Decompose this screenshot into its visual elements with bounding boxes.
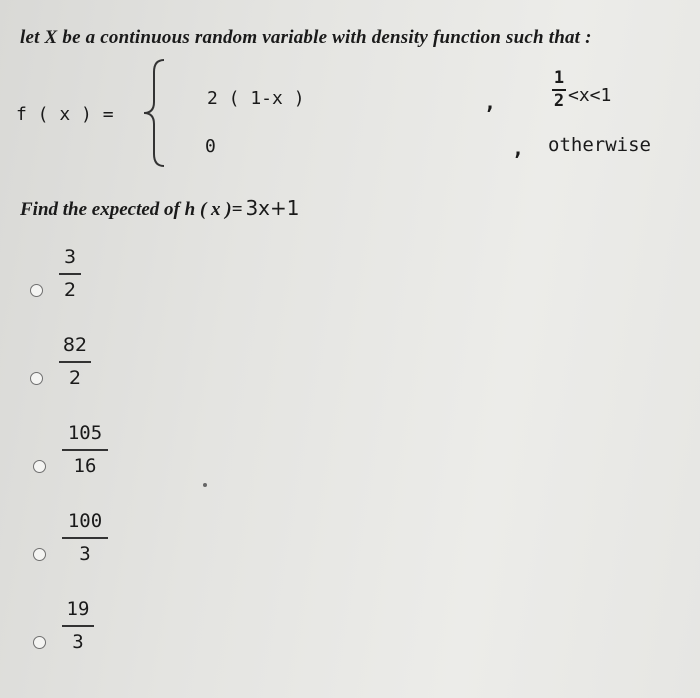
piecewise-brace xyxy=(142,58,178,168)
answer-option-4[interactable] xyxy=(33,510,108,565)
radio-button[interactable] xyxy=(30,284,43,297)
option-numerator: 19 xyxy=(66,598,90,620)
option-numerator: 82 xyxy=(62,334,88,356)
option-denominator: 2 xyxy=(63,278,77,301)
option-denominator: 3 xyxy=(79,542,91,565)
answer-option-1[interactable] xyxy=(30,246,81,301)
density-function-label: f ( x ) = xyxy=(16,104,114,125)
option-denominator: 3 xyxy=(72,630,84,653)
task-prompt-expression: 3x+1 xyxy=(245,196,300,220)
answer-option-5[interactable] xyxy=(33,598,94,653)
option-fraction xyxy=(62,598,94,653)
option-numerator: 105 xyxy=(67,422,103,444)
case1-expression: 2 ( 1-x ) xyxy=(207,88,305,109)
case2-separator: , xyxy=(512,136,525,160)
option-denominator: 2 xyxy=(68,366,82,389)
fraction-numerator: 1 xyxy=(553,68,565,88)
stray-mark xyxy=(203,483,207,487)
option-denominator: 16 xyxy=(73,454,97,477)
option-fraction xyxy=(62,422,108,477)
radio-button[interactable] xyxy=(33,636,46,649)
option-numerator: 100 xyxy=(67,510,103,532)
answer-option-3[interactable] xyxy=(33,422,108,477)
case2-expression: 0 xyxy=(205,136,216,157)
option-numerator: 3 xyxy=(63,246,77,268)
fraction-bar xyxy=(62,625,94,627)
question-text: let X be a continuous random variable with density function such that : xyxy=(20,27,592,48)
case1-condition xyxy=(552,70,611,110)
task-prompt xyxy=(20,196,299,221)
radio-button[interactable] xyxy=(33,548,46,561)
task-prompt-text: Find the expected of h ( x )= xyxy=(20,199,243,220)
fraction-bar xyxy=(59,273,81,275)
option-fraction xyxy=(62,510,108,565)
fraction-denominator: 2 xyxy=(553,91,565,111)
option-fraction xyxy=(59,246,81,301)
case1-separator: , xyxy=(484,90,497,114)
radio-button[interactable] xyxy=(33,460,46,473)
case1-inequality: <x<1 xyxy=(568,84,612,106)
fraction-bar xyxy=(62,537,108,539)
answer-option-2[interactable] xyxy=(30,334,91,389)
fraction-bar xyxy=(59,361,91,363)
radio-button[interactable] xyxy=(30,372,43,385)
case2-condition: otherwise xyxy=(548,134,651,156)
one-half-fraction xyxy=(552,70,566,110)
option-fraction xyxy=(59,334,91,389)
fraction-bar xyxy=(62,449,108,451)
